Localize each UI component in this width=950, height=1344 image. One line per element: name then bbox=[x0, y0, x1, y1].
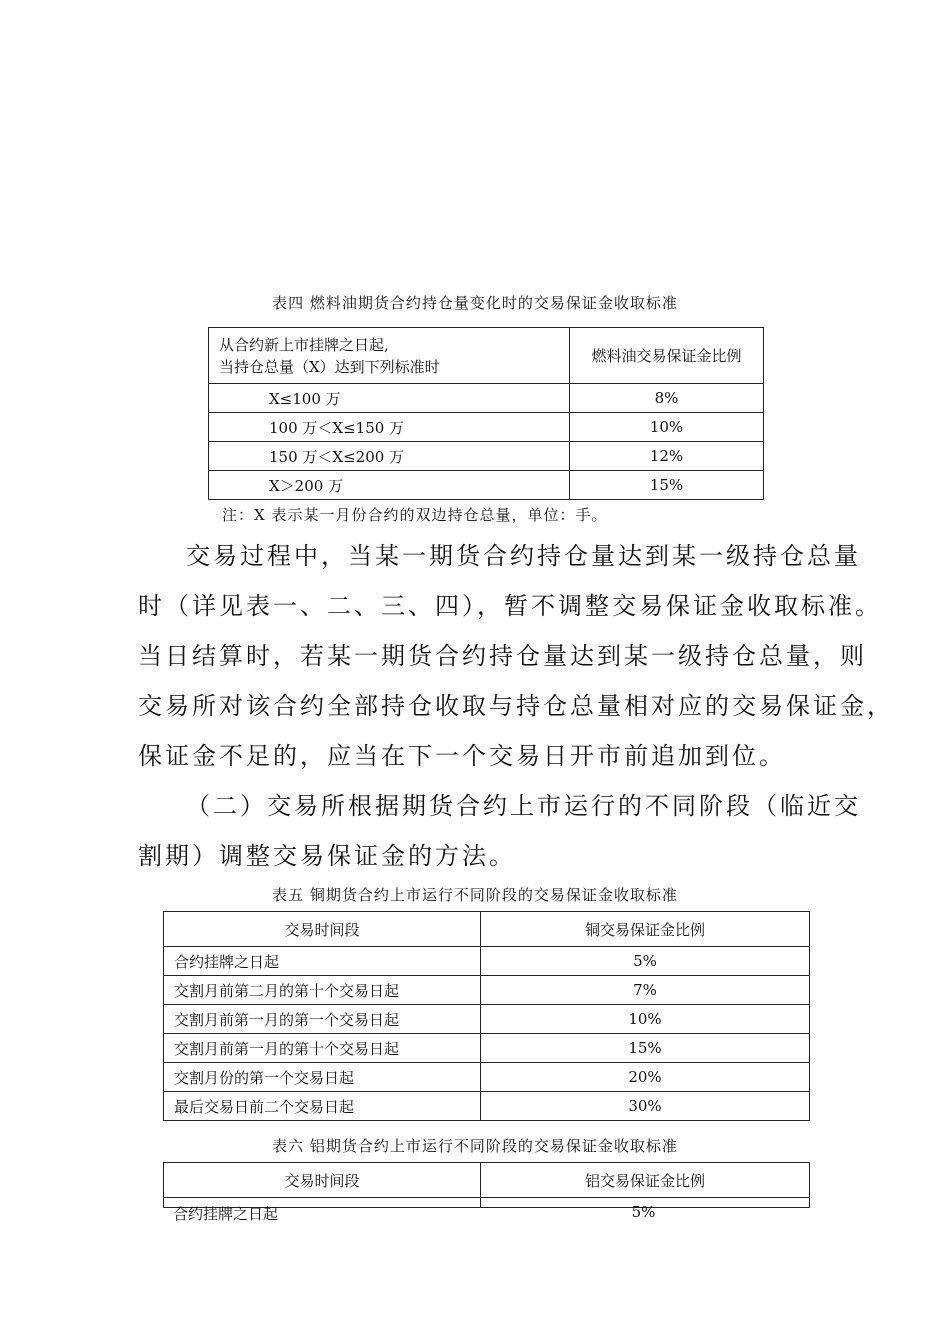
table5-ratio: 30% bbox=[481, 1092, 810, 1121]
paragraph-line: 当日结算时，若某一期货合约持仓量达到某一级持仓总量，则 bbox=[138, 642, 867, 670]
table5-ratio: 15% bbox=[481, 1034, 810, 1063]
table4-ratio: 12% bbox=[570, 442, 764, 471]
table6-ratio: 5% bbox=[631, 1203, 656, 1221]
table4-condition: 100 万＜X≤150 万 bbox=[209, 413, 570, 442]
table4-note: 注：X 表示某一月份合约的双边持仓总量，单位：手。 bbox=[222, 506, 608, 524]
table6-caption: 表六 铝期货合约上市运行不同阶段的交易保证金收取标准 bbox=[272, 1137, 678, 1155]
table5-ratio: 7% bbox=[481, 976, 810, 1005]
table4-condition: X≤100 万 bbox=[209, 384, 570, 413]
table5-period: 交割月前第二月的第十个交易日起 bbox=[164, 976, 481, 1005]
table4-ratio: 15% bbox=[570, 471, 764, 500]
table5-period: 最后交易日前二个交易日起 bbox=[164, 1092, 481, 1121]
table4-header-condition bbox=[209, 328, 570, 384]
table4-header-line2: 当持仓总量（X）达到下列标准时 bbox=[219, 357, 440, 376]
table5-ratio: 10% bbox=[481, 1005, 810, 1034]
table6-period: 合约挂牌之日起 bbox=[173, 1205, 279, 1223]
table-row bbox=[164, 1092, 810, 1121]
table-row bbox=[209, 384, 764, 413]
table4-ratio: 8% bbox=[570, 384, 764, 413]
table-row bbox=[164, 947, 810, 976]
paragraph-line: 时（详见表一、二、三、四），暂不调整交易保证金收取标准。 bbox=[138, 592, 882, 620]
table4-header-line1: 从合约新上市挂牌之日起, bbox=[219, 335, 389, 354]
paragraph-line: 保证金不足的，应当在下一个交易日开市前追加到位。 bbox=[138, 742, 786, 770]
table5-header-period: 交易时间段 bbox=[164, 912, 481, 947]
table5-ratio: 5% bbox=[481, 947, 810, 976]
table4-caption: 表四 燃料油期货合约持仓量变化时的交易保证金收取标准 bbox=[272, 294, 678, 312]
paragraph-line: 割期）调整交易保证金的方法。 bbox=[138, 842, 516, 870]
table6-header-ratio: 铝交易保证金比例 bbox=[481, 1163, 810, 1198]
table4-ratio: 10% bbox=[570, 413, 764, 442]
table-row bbox=[164, 1005, 810, 1034]
paragraph-line: （二）交易所根据期货合约上市运行的不同阶段（临近交 bbox=[186, 792, 861, 820]
table4-condition: 150 万＜X≤200 万 bbox=[209, 442, 570, 471]
table4 bbox=[208, 327, 764, 500]
table6 bbox=[163, 1162, 810, 1208]
table5-ratio: 20% bbox=[481, 1063, 810, 1092]
table5-period: 交割月前第一月的第十个交易日起 bbox=[164, 1034, 481, 1063]
table5-header-ratio: 铜交易保证金比例 bbox=[481, 912, 810, 947]
table4-header-ratio: 燃料油交易保证金比例 bbox=[570, 328, 764, 384]
table5-period: 交割月前第一月的第一个交易日起 bbox=[164, 1005, 481, 1034]
table6-header-period: 交易时间段 bbox=[164, 1163, 481, 1198]
table5-caption: 表五 铜期货合约上市运行不同阶段的交易保证金收取标准 bbox=[272, 886, 678, 904]
table-row bbox=[209, 442, 764, 471]
table-row bbox=[164, 1034, 810, 1063]
table-row bbox=[164, 1063, 810, 1092]
table-row bbox=[164, 976, 810, 1005]
table5-period: 交割月份的第一个交易日起 bbox=[164, 1063, 481, 1092]
table5-period: 合约挂牌之日起 bbox=[164, 947, 481, 976]
table4-condition: X＞200 万 bbox=[209, 471, 570, 500]
table-row bbox=[209, 413, 764, 442]
table-row bbox=[209, 471, 764, 500]
paragraph-line: 交易所对该合约全部持仓收取与持仓总量相对应的交易保证金， bbox=[138, 692, 894, 720]
paragraph-line: 交易过程中，当某一期货合约持仓量达到某一级持仓总量 bbox=[186, 542, 861, 570]
table5 bbox=[163, 911, 810, 1121]
